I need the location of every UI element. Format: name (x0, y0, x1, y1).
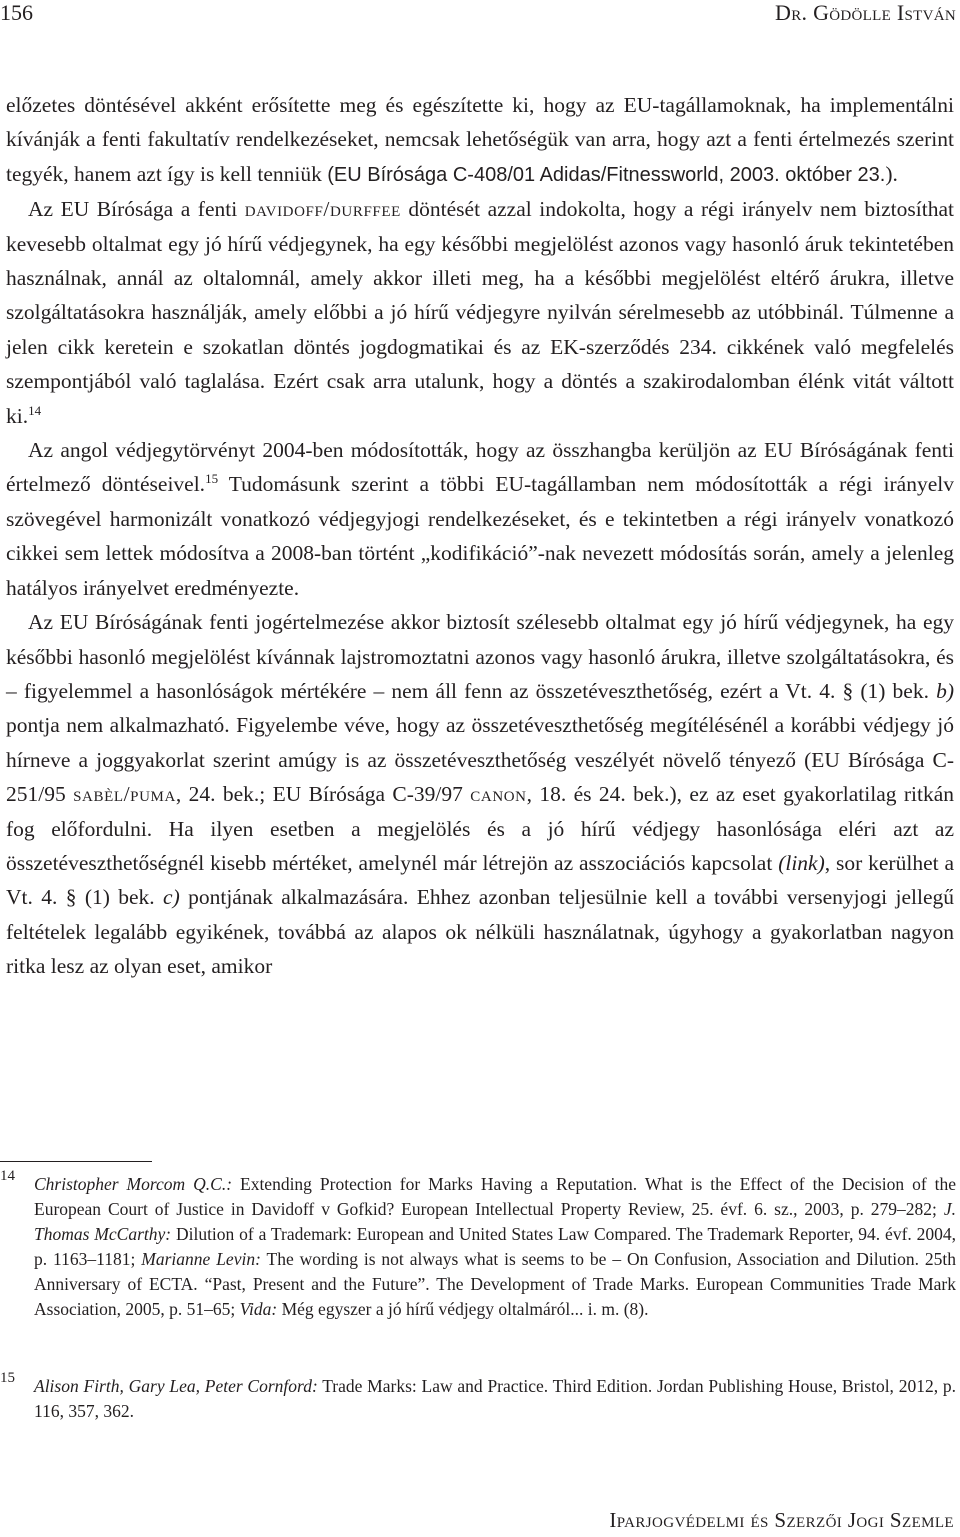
paragraph-4 (6, 605, 954, 983)
fn14-text-c: The wording is not always what is seems to be – On Confusion, Association and Dilution. 25th Anniversary of ECTA. “Past, Present and the Future”. The Development of Trade Marks. European Communities Trade Mark Association, 2005, p. 51–65; (34, 1249, 956, 1319)
case-name-sabel-puma: sabèl/puma (73, 782, 176, 807)
p1-end: ). (885, 161, 898, 186)
footnote-14-text (34, 1172, 956, 1322)
fn14-text-d: Még egyszer a jó hírű védjegy oltalmáról... i. m. (8). (277, 1299, 649, 1319)
footnote-number-15: 15 (0, 1370, 15, 1386)
p4-text-f: pontjának alkalmazására. Ehhez azonban teljesülnie kell a további versenyjogi jellegű feltételek legalább egyikének, továbbá az alapos ok nélküli használatnak, úgyhogy a gyakorlatban nagyon ritka lesz az olyan eset, amikor (6, 885, 954, 979)
p3-text-b: Tudomásunk szerint a többi EU-tagállamban nem módosították a régi irányelv szövegével harmonizált vonatkozó védjegyjogi rendelkezéseket, és e tekintetben a régi irányelv vonatkozó cikkei sem lettek módosítva a 2008-ban történt „kodifikáció”-nak nevezett módosítás során, amely a jelenleg hatályos irányelvet eredményezte. (6, 472, 954, 600)
running-head-author: Dr. Gödölle István (775, 0, 956, 25)
p1-case-citation: (EU Bírósága C-408/01 Adidas/Fitnessworld, 2003. október 23. (327, 163, 886, 186)
fn14-text-b: Dilution of a Trademark: European and United States Law Compared. The Trademark Reporter, 94. évf. 2004, p. 1163–1181; (34, 1224, 957, 1269)
p4-text-e: , sor kerülhet a Vt. 4. § (1) bek. (6, 850, 954, 910)
p4-text-a: Az EU Bíróságának fenti jogértelmezése akkor biztosít szélesebb oltalmat egy jó hírű védjegynek, ha egy későbbi hasonló megjelölést kívánnak lajstromoztatni azonos vagy hasonló árukra, illetve szolgáltatásokra, és – figyelemmel a hasonlóságok mértékére – nem áll fenn az összetéveszthetőség, ezért a Vt. 4. § (1) bek. (6, 610, 954, 703)
p4-point-b: b) (936, 678, 954, 703)
footnote-divider (0, 1161, 152, 1162)
fn14-author-morcom: Christopher Morcom Q.C.: (34, 1174, 233, 1194)
p2-text-b: döntését azzal indokolta, hogy a régi irányelv nem biztosíthat kevesebb oltalmat egy jó hírű védjegynek, ha egy későbbi megjelölést azonos vagy hasonló áruk tekintetében használnak, annál az oltalomnál, amely akkor illeti meg, ha a későbbi megjelölést eltérő árukra, illetve szolgáltatásokra használják, amely előbbi a jó hírű védjegyre nyilván sérelmesebb az utóbbinál. Túlmenne a jelen cikk keretein e szokatlan döntés jogdogmatikai és az EK-szerződés 234. cikkének való megfelelés szempontjából való taglalása. Ezért csak arra utalunk, hogy a döntés a szakirodalomban élénk vitát váltott ki. (6, 197, 954, 428)
p3-text-a: Az angol védjegytörvényt 2004-ben módosították, hogy az összhangba kerüljön az EU Bíróságának fenti értelmező döntéseivel. (6, 438, 954, 497)
journal-footer: Iparjogvédelmi és Szerzői Jogi Szemle (609, 1508, 954, 1532)
fn14-author-levin: Marianne Levin: (141, 1249, 261, 1269)
footnote-14 (0, 1168, 957, 1322)
p4-text-c: , 24. bek.; EU Bírósága C-39/97 (175, 782, 471, 807)
p4-point-c: c) (163, 885, 180, 910)
footnote-ref-14[interactable]: 14 (28, 402, 42, 418)
footnote-15-text (34, 1374, 956, 1424)
p1-text: előzetes döntésével akként erősítette meg és egészítette ki, hogy az EU-tagállamoknak, ha implementálni kívánják a fenti fakultatív rendelkezéseket, nemcsak lehetőségük van arra, hogy azt a fenti értelmezés szerint tegyék, hanem azt így is kell tenniük (6, 93, 954, 186)
p4-text-d: , 18. és 24. bek.), ez az eset gyakorlatilag ritkán fog előfordulni. Ha ilyen esetben a megjelölés és a jó hírű védjegy hasonlósága eléri azt az összetéveszthetőségnél kisebb mértéket, amelynél már létrejön az asszociációs kapcsolat (6, 782, 955, 875)
fn14-text-a: Extending Protection for Marks Having a Reputation. What is the Effect of the Decision of the European Court of Justice in Davidoff v Gofkid? European Intellectual Property Review, 25. évf. 6. sz., 2003, p. 279–282; (34, 1174, 956, 1219)
case-name-canon: canon (470, 782, 527, 807)
p4-text-b: pontja nem alkalmazható. Figyelembe véve, hogy az összetéveszthetőség megítélésénél a korábbi védjegy jó hírneve a joggyakorlat szerint amúgy is az összetéveszthetőség veszélyét növelő tényező (EU Bírósága C-251/95 (6, 713, 954, 807)
paragraph-2 (6, 192, 954, 433)
paragraph-1 (6, 88, 954, 192)
fn15-text-a: Trade Marks: Law and Practice. Third Edition. Jordan Publishing House, Bristol, 2012, p. 116, 357, 362. (34, 1376, 956, 1421)
p4-link-term: (link) (778, 850, 825, 875)
main-text (6, 88, 954, 984)
fn15-authors: Alison Firth, Gary Lea, Peter Cornford: (34, 1376, 318, 1396)
paragraph-3 (6, 433, 954, 605)
fn14-author-mccarthy: J. Thomas McCarthy: (34, 1199, 956, 1244)
fn14-author-vida: Vida: (239, 1299, 278, 1319)
case-name-davidoff: davidoff/durffee (244, 197, 401, 222)
page-number: 156 (0, 0, 33, 25)
footnote-15 (0, 1370, 956, 1424)
p2-text-a: Az EU Bírósága a fenti (28, 197, 245, 222)
footnote-number-14: 14 (0, 1168, 15, 1184)
footnote-ref-15[interactable]: 15 (205, 471, 219, 487)
